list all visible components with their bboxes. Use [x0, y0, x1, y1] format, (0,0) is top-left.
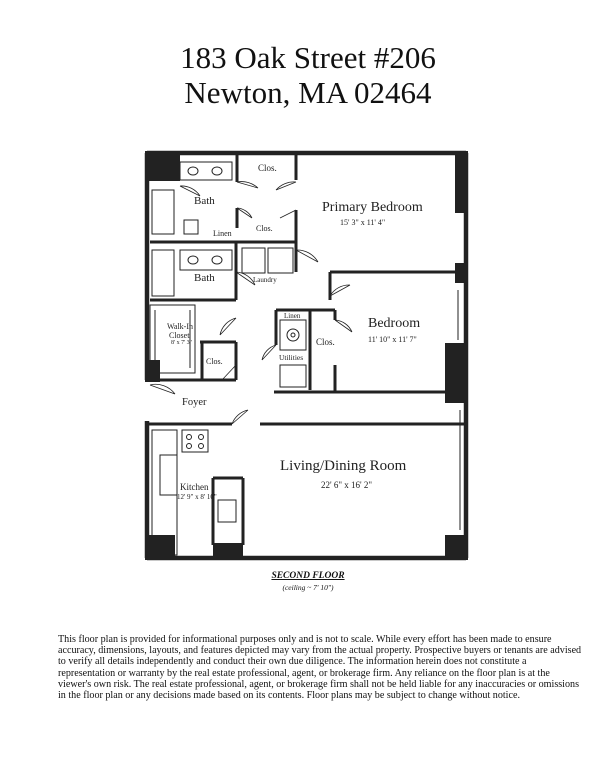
walk-in-closet-label-2: Closet — [169, 331, 190, 340]
living-dining-label: Living/Dining Room — [280, 458, 407, 474]
address-line-2: Newton, MA 02464 — [184, 75, 432, 110]
foyer-label: Foyer — [182, 397, 207, 408]
linen-left-label: Linen — [213, 229, 232, 238]
utilities-label: Utilities — [279, 353, 304, 362]
bedroom-label: Bedroom — [368, 316, 421, 331]
bath-lower-label: Bath — [194, 272, 215, 284]
floor-label: SECOND FLOOR — [271, 571, 345, 581]
closet-foyer-label: Clos. — [206, 357, 223, 366]
door-swings — [150, 182, 352, 424]
disclaimer-text: This floor plan is provided for informational purposes only and is not to scale. While every effort has been made to ensure accuracy, dimensions, layouts, and features depicted may vary from the actual property. Prospective buyers or tenants are advised to verify all details independently and conduct their own due diligence. The information herein does not constitute a representation or warranty by the real estate professional, agent, or brokerage firm. Any reliance on the floor plan is at the viewer's own risk. The real estate professional, agent, or brokerage firm shall not be held liable for any inaccuracies or omissions in the floor plan or any decisions made based on its contents. Floor plans may be subject to change without notice. — [58, 634, 582, 702]
ceiling-label: (ceiling ~ 7' 10") — [282, 583, 334, 592]
primary-bedroom-dims: 15' 3" x 11' 4" — [340, 218, 386, 227]
linen-right-label: Linen — [284, 312, 301, 320]
walk-in-closet-dims: 8' x 7' 3" — [171, 340, 193, 346]
primary-bedroom-label: Primary Bedroom — [322, 200, 423, 215]
closet-utilities-label: Clos. — [316, 337, 335, 347]
kitchen-dims: 12' 9" x 8' 10" — [177, 493, 217, 501]
kitchen-label: Kitchen — [180, 482, 209, 492]
laundry-label: Laundry — [253, 276, 277, 284]
closet-mid-label: Clos. — [256, 224, 273, 233]
closet-top-label: Clos. — [258, 163, 277, 173]
bedroom-dims: 11' 10" x 11' 7" — [368, 335, 417, 344]
living-dining-dims: 22' 6" x 16' 2" — [321, 480, 373, 490]
walk-in-closet-label-1: Walk-In — [167, 322, 194, 331]
address-line-1: 183 Oak Street #206 — [180, 40, 436, 75]
bath-upper-label: Bath — [194, 195, 215, 207]
